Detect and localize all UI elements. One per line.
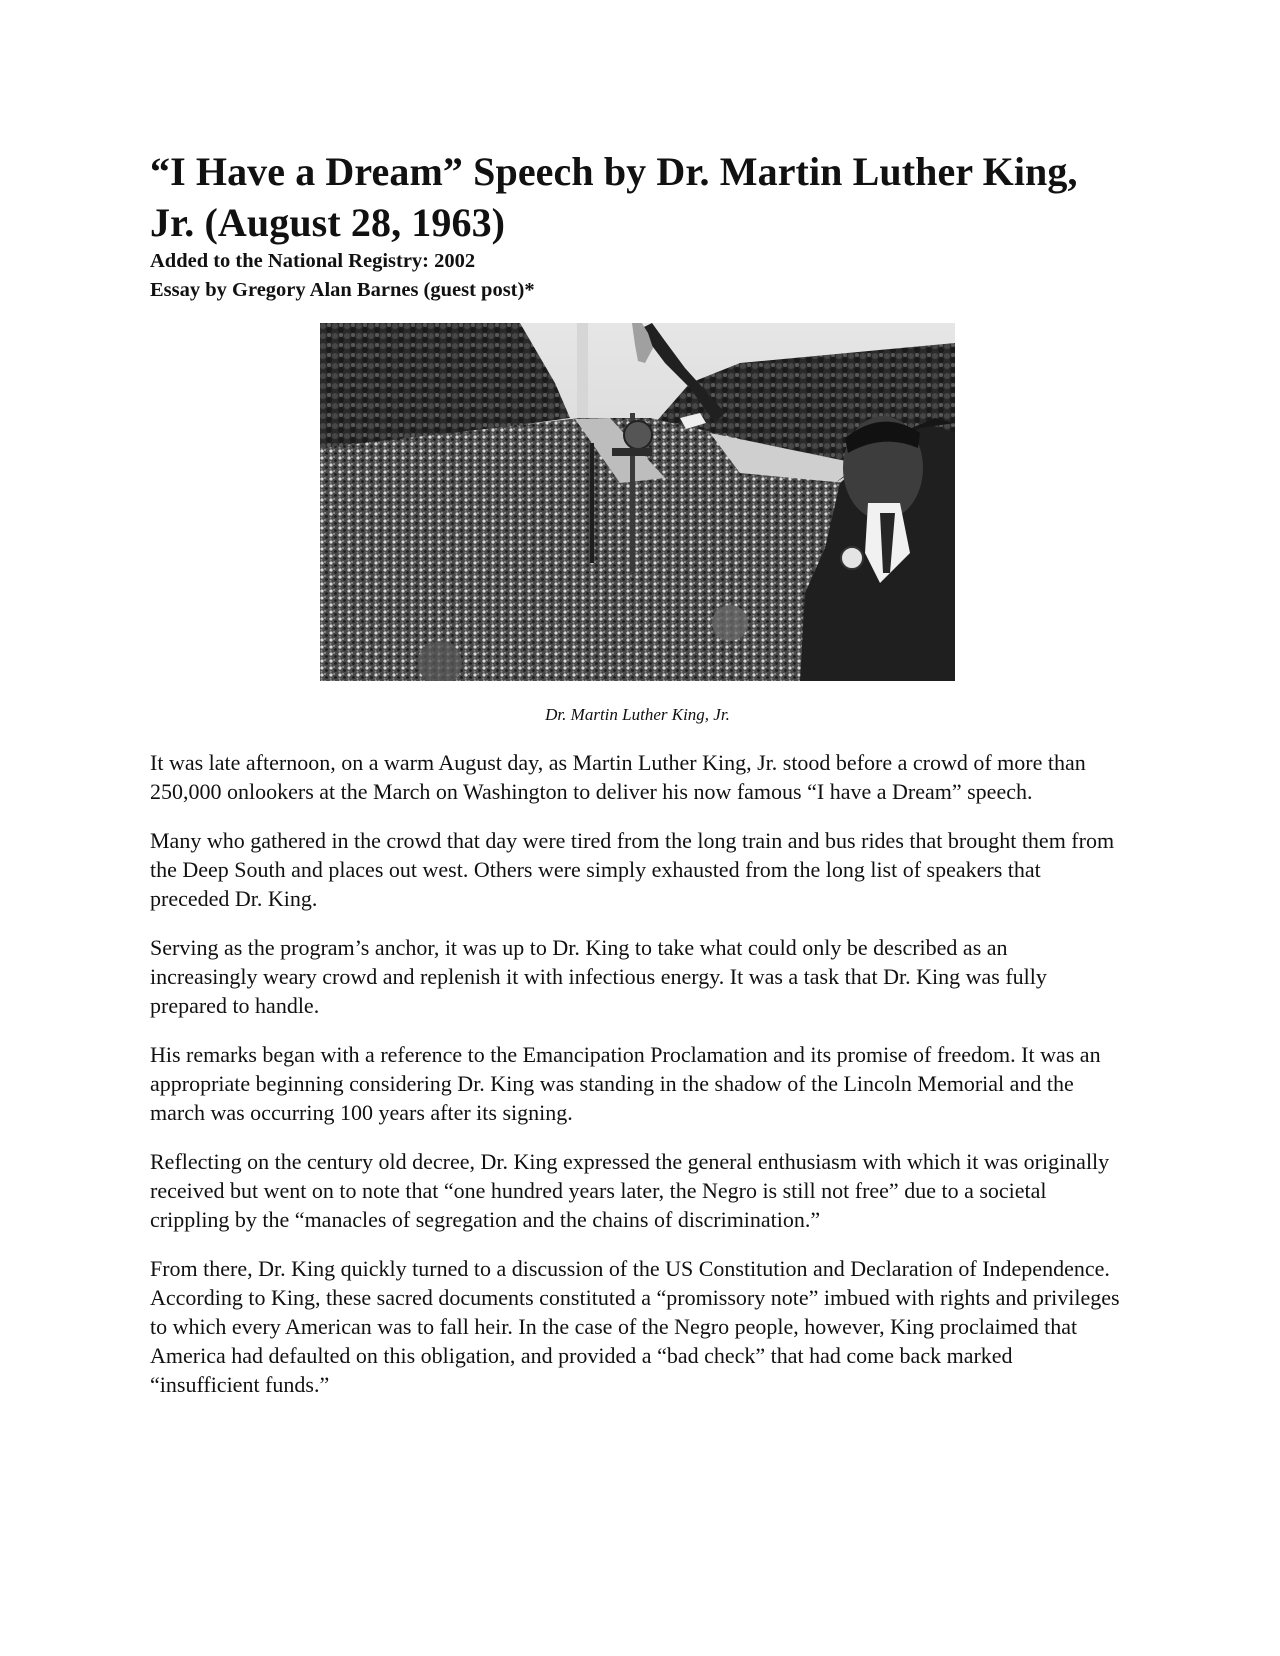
speech-photo: [320, 323, 955, 681]
registry-line: Added to the National Registry: 2002: [150, 250, 476, 272]
essay-body: [150, 748, 1120, 1419]
paragraph: His remarks began with a reference to the Emancipation Proclamation and its promise of freedom. It was an appropriate beginning considering Dr. King was standing in the shadow of the Lincoln Memorial and the march was occurring 100 years after its signing.: [150, 1042, 1101, 1125]
paragraph: Reflecting on the century old decree, Dr. King expressed the general enthusiasm with which it was originally received but went on to note that “one hundred years later, the Negro is still not free” due to a societal crippling by the “manacles of segregation and the chains of discrimination.”: [150, 1149, 1110, 1232]
paragraph: From there, Dr. King quickly turned to a discussion of the US Constitution and Declaration of Independence. According to King, these sacred documents constituted a “promissory note” imbued with rights and privileges to which every American was to fall heir. In the case of the Negro people, however, King proclaimed that America had defaulted on this obligation, and provided a “bad check” that had come back marked “insufficient funds.”: [150, 1256, 1120, 1397]
paragraph: Many who gathered in the crowd that day were tired from the long train and bus rides that brought them from the Deep South and places out west. Others were simply exhausted from the long list of speakers that preceded Dr. King.: [150, 828, 1115, 911]
paragraph: It was late afternoon, on a warm August day, as Martin Luther King, Jr. stood before a crowd of more than 250,000 onlookers at the March on Washington to deliver his now famous “I have a Dream” speech.: [150, 750, 1086, 804]
paragraph: Serving as the program’s anchor, it was up to Dr. King to take what could only be described as an increasingly weary crowd and replenish it with infectious energy. It was a task that Dr. King was fully prepared to handle.: [150, 935, 1047, 1018]
photo-caption: Dr. Martin Luther King, Jr.: [545, 705, 730, 724]
author-byline: Essay by Gregory Alan Barnes (guest post)*: [150, 279, 535, 301]
document-title: “I Have a Dream” Speech by Dr. Martin Luther King, Jr. (August 28, 1963): [150, 149, 1078, 245]
